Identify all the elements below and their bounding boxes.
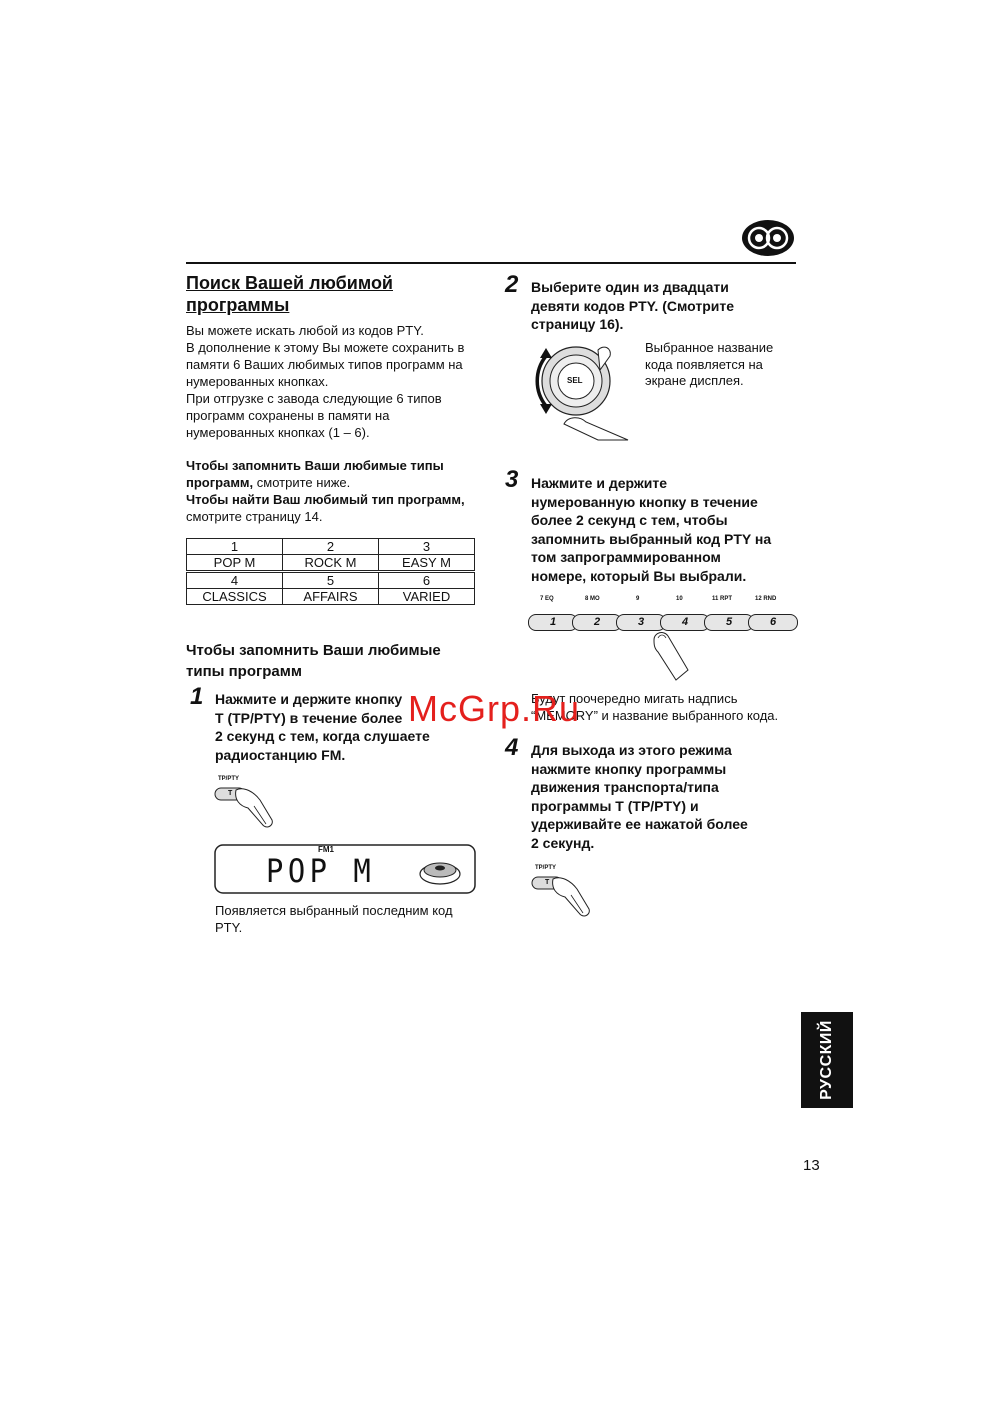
step-3-line: запомнить выбранный код PTY на: [531, 530, 772, 547]
pressing-finger-icon: [650, 630, 690, 682]
step-3-line: более 2 секунд с тем, чтобы: [531, 512, 728, 528]
step-4-line: нажмите кнопку программы: [531, 760, 727, 777]
display-text: POP M: [266, 852, 376, 890]
step-2-number: 2: [505, 271, 519, 298]
step-4-line: удерживайте ее нажатой более: [531, 816, 748, 832]
button-sub-label: 8 MO: [585, 596, 600, 602]
note-store-rest: смотрите ниже.: [253, 475, 351, 490]
preset-number: 4: [187, 573, 283, 589]
preset-name: EASY M: [379, 555, 475, 571]
step-1-caption: [215, 903, 485, 936]
step-3-line: номере, который Вы выбрали.: [531, 567, 747, 584]
step-3-number: 3: [505, 466, 519, 493]
preset-button-3[interactable]: 3: [616, 614, 666, 631]
caption-line: PTY.: [215, 919, 243, 935]
step-2-line: страницу 16).: [531, 316, 624, 332]
caption-line: Выбранное название: [645, 340, 774, 355]
preset-name: CLASSICS: [187, 589, 283, 605]
language-tab-label: РУССКИЙ: [818, 1020, 835, 1100]
preset-number: 2: [283, 539, 379, 555]
intro-line: нумерованных кнопках (1 – 6).: [186, 425, 370, 440]
step-3-line: Нажмите и держите: [531, 475, 668, 491]
step-1-line: T (TP/PTY) в течение более: [215, 709, 403, 726]
intro-line: При отгрузке с завода следующие 6 типов: [186, 391, 442, 406]
step-1-line: Нажмите и держите кнопку: [215, 691, 403, 707]
note-find-rest: смотрите страницу 14.: [186, 509, 323, 524]
sel-knob-label: SEL: [567, 376, 583, 385]
intro-line: В дополнение к этому Вы можете сохранить в: [186, 340, 465, 355]
button-sub-label: 10: [676, 596, 683, 602]
step-1-line: радиостанцию FM.: [215, 746, 346, 763]
tp-pty-key-2: T: [545, 879, 550, 886]
preset-button-5[interactable]: 5: [704, 614, 754, 631]
button-sub-label: 7 EQ: [540, 596, 554, 602]
button-sub-label: 11 RPT: [712, 596, 733, 602]
intro-text: [186, 322, 486, 441]
preset-number: 1: [187, 539, 283, 555]
section-title: Поиск Вашей любимой программы: [186, 273, 393, 315]
note-store-bold: Чтобы запомнить Ваши любимые типы программ,: [186, 458, 444, 490]
step-4-line: движения транспорта/типа: [531, 779, 719, 795]
caption-line: Появляется выбранный последним код: [215, 903, 453, 918]
page-number: 13: [803, 1157, 820, 1174]
step-3-text: [531, 474, 799, 585]
radio-display: [214, 844, 476, 894]
watermark: McGrp.Ru: [408, 688, 581, 729]
button-sub-label: 12 RND: [755, 596, 777, 602]
preset-name: ROCK M: [283, 555, 379, 571]
preset-number: 5: [283, 573, 379, 589]
preset-button-2[interactable]: 2: [572, 614, 622, 631]
preset-table-row1: [186, 538, 475, 571]
step-3-line: том запрограммированном: [531, 549, 721, 565]
preset-button-1[interactable]: 1: [528, 614, 578, 631]
tp-pty-label-2: TP/PTY: [535, 865, 557, 871]
step-4-line: 2 секунд.: [531, 834, 595, 851]
intro-line: памяти 6 Ваших любимых типов программ на: [186, 357, 463, 372]
preset-number: 6: [379, 573, 475, 589]
step-4-text: [531, 741, 799, 852]
step-4-line: программы T (TP/PTY) и: [531, 797, 699, 814]
step-1-number: 1: [190, 683, 204, 710]
subsection-title: Чтобы запомнить Ваши любимые типы программ: [186, 642, 441, 680]
tp-pty-button[interactable]: [214, 786, 278, 837]
preset-name: VARIED: [379, 589, 475, 605]
notes: [186, 457, 486, 525]
tp-pty-button-2[interactable]: [531, 875, 595, 926]
brand-logo-icon: [740, 218, 796, 263]
step-2-line: Выберите один из двадцати: [531, 279, 729, 295]
caption-line: Будут поочередно мигать надпись: [531, 691, 738, 706]
number-buttons-panel: [528, 596, 793, 686]
preset-button-6[interactable]: 6: [748, 614, 798, 631]
button-sub-label: 9: [636, 596, 640, 602]
display-band: FM1: [318, 845, 334, 854]
step-2-caption: [645, 340, 795, 390]
preset-name: POP M: [187, 555, 283, 571]
language-tab: [801, 1012, 853, 1108]
preset-number: 3: [379, 539, 475, 555]
intro-line: программ сохранены в памяти на: [186, 408, 390, 423]
preset-name: AFFAIRS: [283, 589, 379, 605]
step-2-line: девяти кодов PTY. (Смотрите: [531, 297, 734, 314]
step-4-number: 4: [505, 734, 519, 761]
tp-pty-key: T: [228, 790, 233, 797]
intro-line: Вы можете искать любой из кодов PTY.: [186, 323, 424, 338]
tp-pty-label: TP/PTY: [218, 776, 240, 782]
preset-table-row2: [186, 572, 475, 605]
step-3-line: нумерованную кнопку в течение: [531, 493, 758, 510]
note-store: [186, 457, 486, 491]
step-1-line: 2 секунд с тем, когда слушаете: [215, 728, 430, 744]
caption-line: кода появляется на: [645, 356, 763, 372]
preset-button-4[interactable]: 4: [660, 614, 710, 631]
step-2-text: [531, 278, 796, 334]
sel-knob[interactable]: [528, 336, 638, 447]
intro-line: нумерованных кнопках.: [186, 374, 329, 389]
note-find-bold: Чтобы найти Ваш любимый тип программ,: [186, 492, 465, 507]
step-4-line: Для выхода из этого режима: [531, 742, 732, 758]
caption-line: экране дисплея.: [645, 373, 744, 388]
header-rule: [186, 262, 796, 264]
caption-line: “MEMORY” и название выбранного кода.: [531, 707, 779, 723]
